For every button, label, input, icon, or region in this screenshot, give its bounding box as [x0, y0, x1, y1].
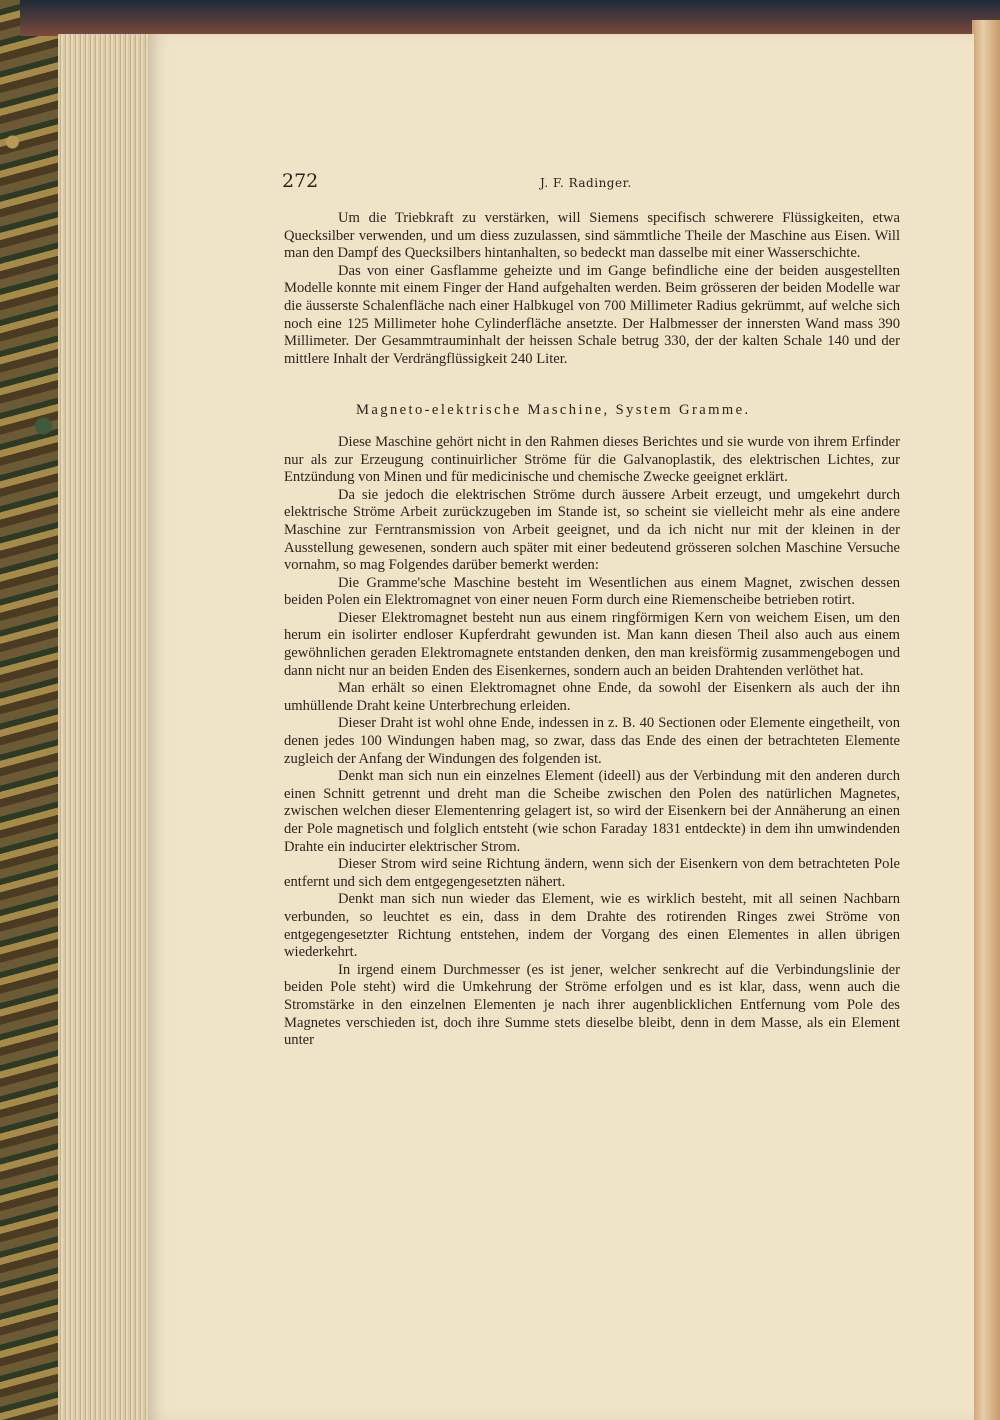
- body-text: [284, 210, 900, 1050]
- paragraph: Das von einer Gasflamme geheizte und im Gange befindliche eine der beiden ausgestellten Modelle konnte mit einem Finger der Hand aufgehalten werden. Beim grösseren der beiden Modelle war die äusserste Schalenfläche nach einer Halbkugel von 700 Millimeter Radius gekrümmt, auf welche sich noch eine 125 Millimeter hohe Cylinderfläche ansetzte. Der Halbmesser der innersten Wand mass 390 Millimeter. Der Gesammtrauminhalt der heissen Schale betrug 330, der der kalten Schale 140 und der mittlere Inhalt der Verdrängflüssigkeit 240 Liter.: [284, 262, 900, 367]
- paragraph: Um die Triebkraft zu verstärken, will Siemens specifisch schwerere Flüssigkeiten, etwa Quecksilber verwenden, und um diess zuzulassen, sind sämmtliche Theile der Maschine aus Eisen. Will man den Dampf des Quecksilbers hintanhalten, so bedeckt man dasselbe mit einer Wasserschichte.: [284, 210, 900, 262]
- section-title: Magneto-elektrische Maschine, System Gramme.: [356, 402, 751, 419]
- running-head: J. F. Radinger.: [540, 176, 632, 190]
- page-header: [282, 170, 722, 194]
- paragraph: Dieser Draht ist wohl ohne Ende, indessen in z. B. 40 Sectionen oder Elemente eingetheilt, von denen jedes 100 Windungen haben mag, so zwar, dass das Ende des einen der betrachteten Elemente zugleich der Anfang der Windungen des folgenden ist.: [284, 715, 900, 767]
- page-stack-edges: [58, 34, 151, 1420]
- book-cover-top: [20, 0, 1000, 36]
- paragraph: Diese Maschine gehört nicht in den Rahmen dieses Berichtes und sie wurde von ihrem Erfinder nur als zur Erzeugung continuirlicher Ströme für die Galvanoplastik, des elektrischen Lichtes, zur Entzündung von Minen und für medicinische und chemische Zwecke geeignet erklärt.: [284, 433, 900, 486]
- facing-page-edge: [972, 20, 1000, 1420]
- paragraph: Da sie jedoch die elektrischen Ströme durch äussere Arbeit erzeugt, und umgekehrt durch elektrische Ströme Arbeit zurückzugeben im Stande ist, so scheint sie vielleicht mehr als eine andere Maschine zur Ferntransmission von Arbeit geeignet, und da ich nicht nur mit der kleinen in der Ausstellung gewesenen, sondern auch später mit einer bedeutend grösseren solchen Maschine Versuche vornahm, so mag Folgendes darüber bemerkt werden:: [284, 486, 900, 574]
- paragraph: Man erhält so einen Elektromagnet ohne Ende, da sowohl der Eisenkern als auch der ihn umhüllende Draht keine Unterbrechung erleiden.: [284, 680, 900, 714]
- paragraph: Denkt man sich nun ein einzelnes Element (ideell) aus der Verbindung mit den anderen durch einen Schnitt getrennt und dreht man die Scheibe zwischen den Polen des natürlichen Magnetes, zwischen welchen dieser Elementenring gelagert ist, so wird der Eisenkern bei der Annäherung an einen der Pole magnetisch und folglich entsteht (wie schon Faraday 1831 entdeckte) in dem ihn umwindenden Drahte ein inducirter elektrischer Strom.: [284, 768, 900, 855]
- book-cover-left: [0, 0, 62, 1420]
- paragraph: Dieser Strom wird seine Richtung ändern, wenn sich der Eisenkern von dem betrachteten Pole entfernt und sich dem entgegengesetzten nähert.: [284, 856, 900, 890]
- paragraph: Denkt man sich nun wieder das Element, wie es wirklich besteht, mit all seinen Nachbarn verbunden, so leuchtet es ein, dass in dem Drahte des rotirenden Ringes zwei Ströme von entgegengesetzter Richtung entstehen, indem der Vorgang des einen Elementes in allen übrigen wiederkehrt.: [284, 891, 900, 961]
- paragraph: Die Gramme'sche Maschine besteht im Wesentlichen aus einem Magnet, zwischen dessen beiden Polen ein Elektromagnet von einer neuen Form durch eine Riemenscheibe betrieben rotirt.: [284, 574, 900, 609]
- page-number: 272: [282, 170, 319, 192]
- paragraph: Dieser Elektromagnet besteht nun aus einem ringförmigen Kern von weichem Eisen, um den herum ein isolirter endloser Kupferdraht gewunden ist. Man kann diesen Theil also auch aus einem gewöhnlichen geraden Elektromagnete entstanden denken, den man kreisförmig zusammengebogen und dann nicht nur an beiden Enden des Eisenkernes, sondern auch an beiden Drahtenden verlöthet hat.: [284, 609, 900, 679]
- paragraph: In irgend einem Durchmesser (es ist jener, welcher senkrecht auf die Verbindungslinie der beiden Pole steht) wird die Umkehrung der Ströme erfolgen und es ist klar, dass, wenn auch die Stromstärke in den einzelnen Elementen je nach ihrer augenblicklichen Entfernung vom Pole des Magnetes verschieden ist, doch ihre Summe stets dieselbe bleibt, denn in dem Masse, als ein Element unter: [284, 961, 900, 1049]
